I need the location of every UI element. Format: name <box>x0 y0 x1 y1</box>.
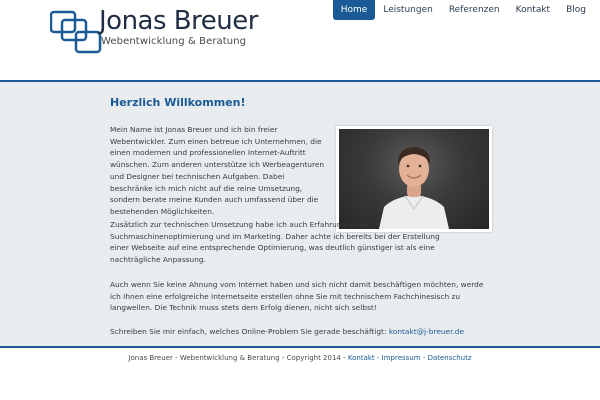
seo-paragraph: Zusätzlich zur technischen Umsetzung habe ich auch Erfahrung in der Suchmaschinenoptimierung und im Marketing. Daher achte ich bereits bei der Erstellung einer Webseite auf eine entsprechende Optimierung, was deutlich günstiger ist als eine nachträgliche Anpassung. <box>110 220 440 265</box>
nav-item-home[interactable]: Home <box>333 0 376 20</box>
contact-paragraph <box>110 326 495 338</box>
contact-text: Schreiben Sie mir einfach, welches Online-Problem Sie gerade beschäftigt: <box>110 327 387 336</box>
site-header <box>0 0 600 80</box>
profile-photo <box>339 129 489 229</box>
page-bottom <box>0 370 600 400</box>
logo-icon[interactable] <box>50 10 106 58</box>
main-nav <box>333 0 600 20</box>
intro-paragraph: Mein Name ist Jonas Breuer und ich bin freier Webentwickler. Zum einen betreue ich Unternehmen, die einen modernen und professionellen Internet-Auftritt wünschen. Zum anderen unterstütze ich Werbeagenturen und Designer bei technischen Aufgaben. Dabei beschränke ich mich nicht auf die reine Umsetzung, sondern berate meine Kunden auch umfassend über die bestehenden Möglichkeiten. <box>110 125 325 216</box>
person-portrait-icon <box>339 129 489 229</box>
footer-link-datenschutz[interactable]: Datenschutz <box>427 354 472 362</box>
logo-subtitle: Webentwicklung & Beratung <box>101 36 247 47</box>
site-footer <box>0 350 600 370</box>
footer-link-impressum[interactable]: Impressum <box>381 354 421 362</box>
content-area <box>0 80 600 348</box>
logo-name[interactable]: Jonas Breuer <box>99 6 258 36</box>
contact-email-link[interactable]: kontakt@j-breuer.de <box>388 327 465 336</box>
footer-link-kontakt[interactable]: Kontakt <box>347 354 375 362</box>
footer-separator: - <box>422 354 426 362</box>
nav-item-referenzen[interactable]: Referenzen <box>448 5 500 15</box>
footer-separator: - <box>376 354 380 362</box>
nav-item-kontakt[interactable]: Kontakt <box>515 5 551 15</box>
nav-item-blog[interactable]: Blog <box>566 5 586 15</box>
footer-copyright: Jonas Breuer - Webentwicklung & Beratung - Copyright 2014 - <box>128 354 346 362</box>
profile-photo-frame <box>336 126 492 232</box>
promise-paragraph: Auch wenn Sie keine Ahnung vom Internet haben und sich nicht damit beschäftigen möchten, werde ich Ihnen eine erfolgreiche Internetseite erstellen ohne Sie mit technischem Fachchinesisch zu langweilen. Die Technik muss stets dem Erfolg dienen, nicht sich selbst! <box>110 280 484 313</box>
nav-item-leistungen[interactable]: Leistungen <box>383 5 433 15</box>
page-title: Herzlich Willkommen! <box>110 96 246 109</box>
